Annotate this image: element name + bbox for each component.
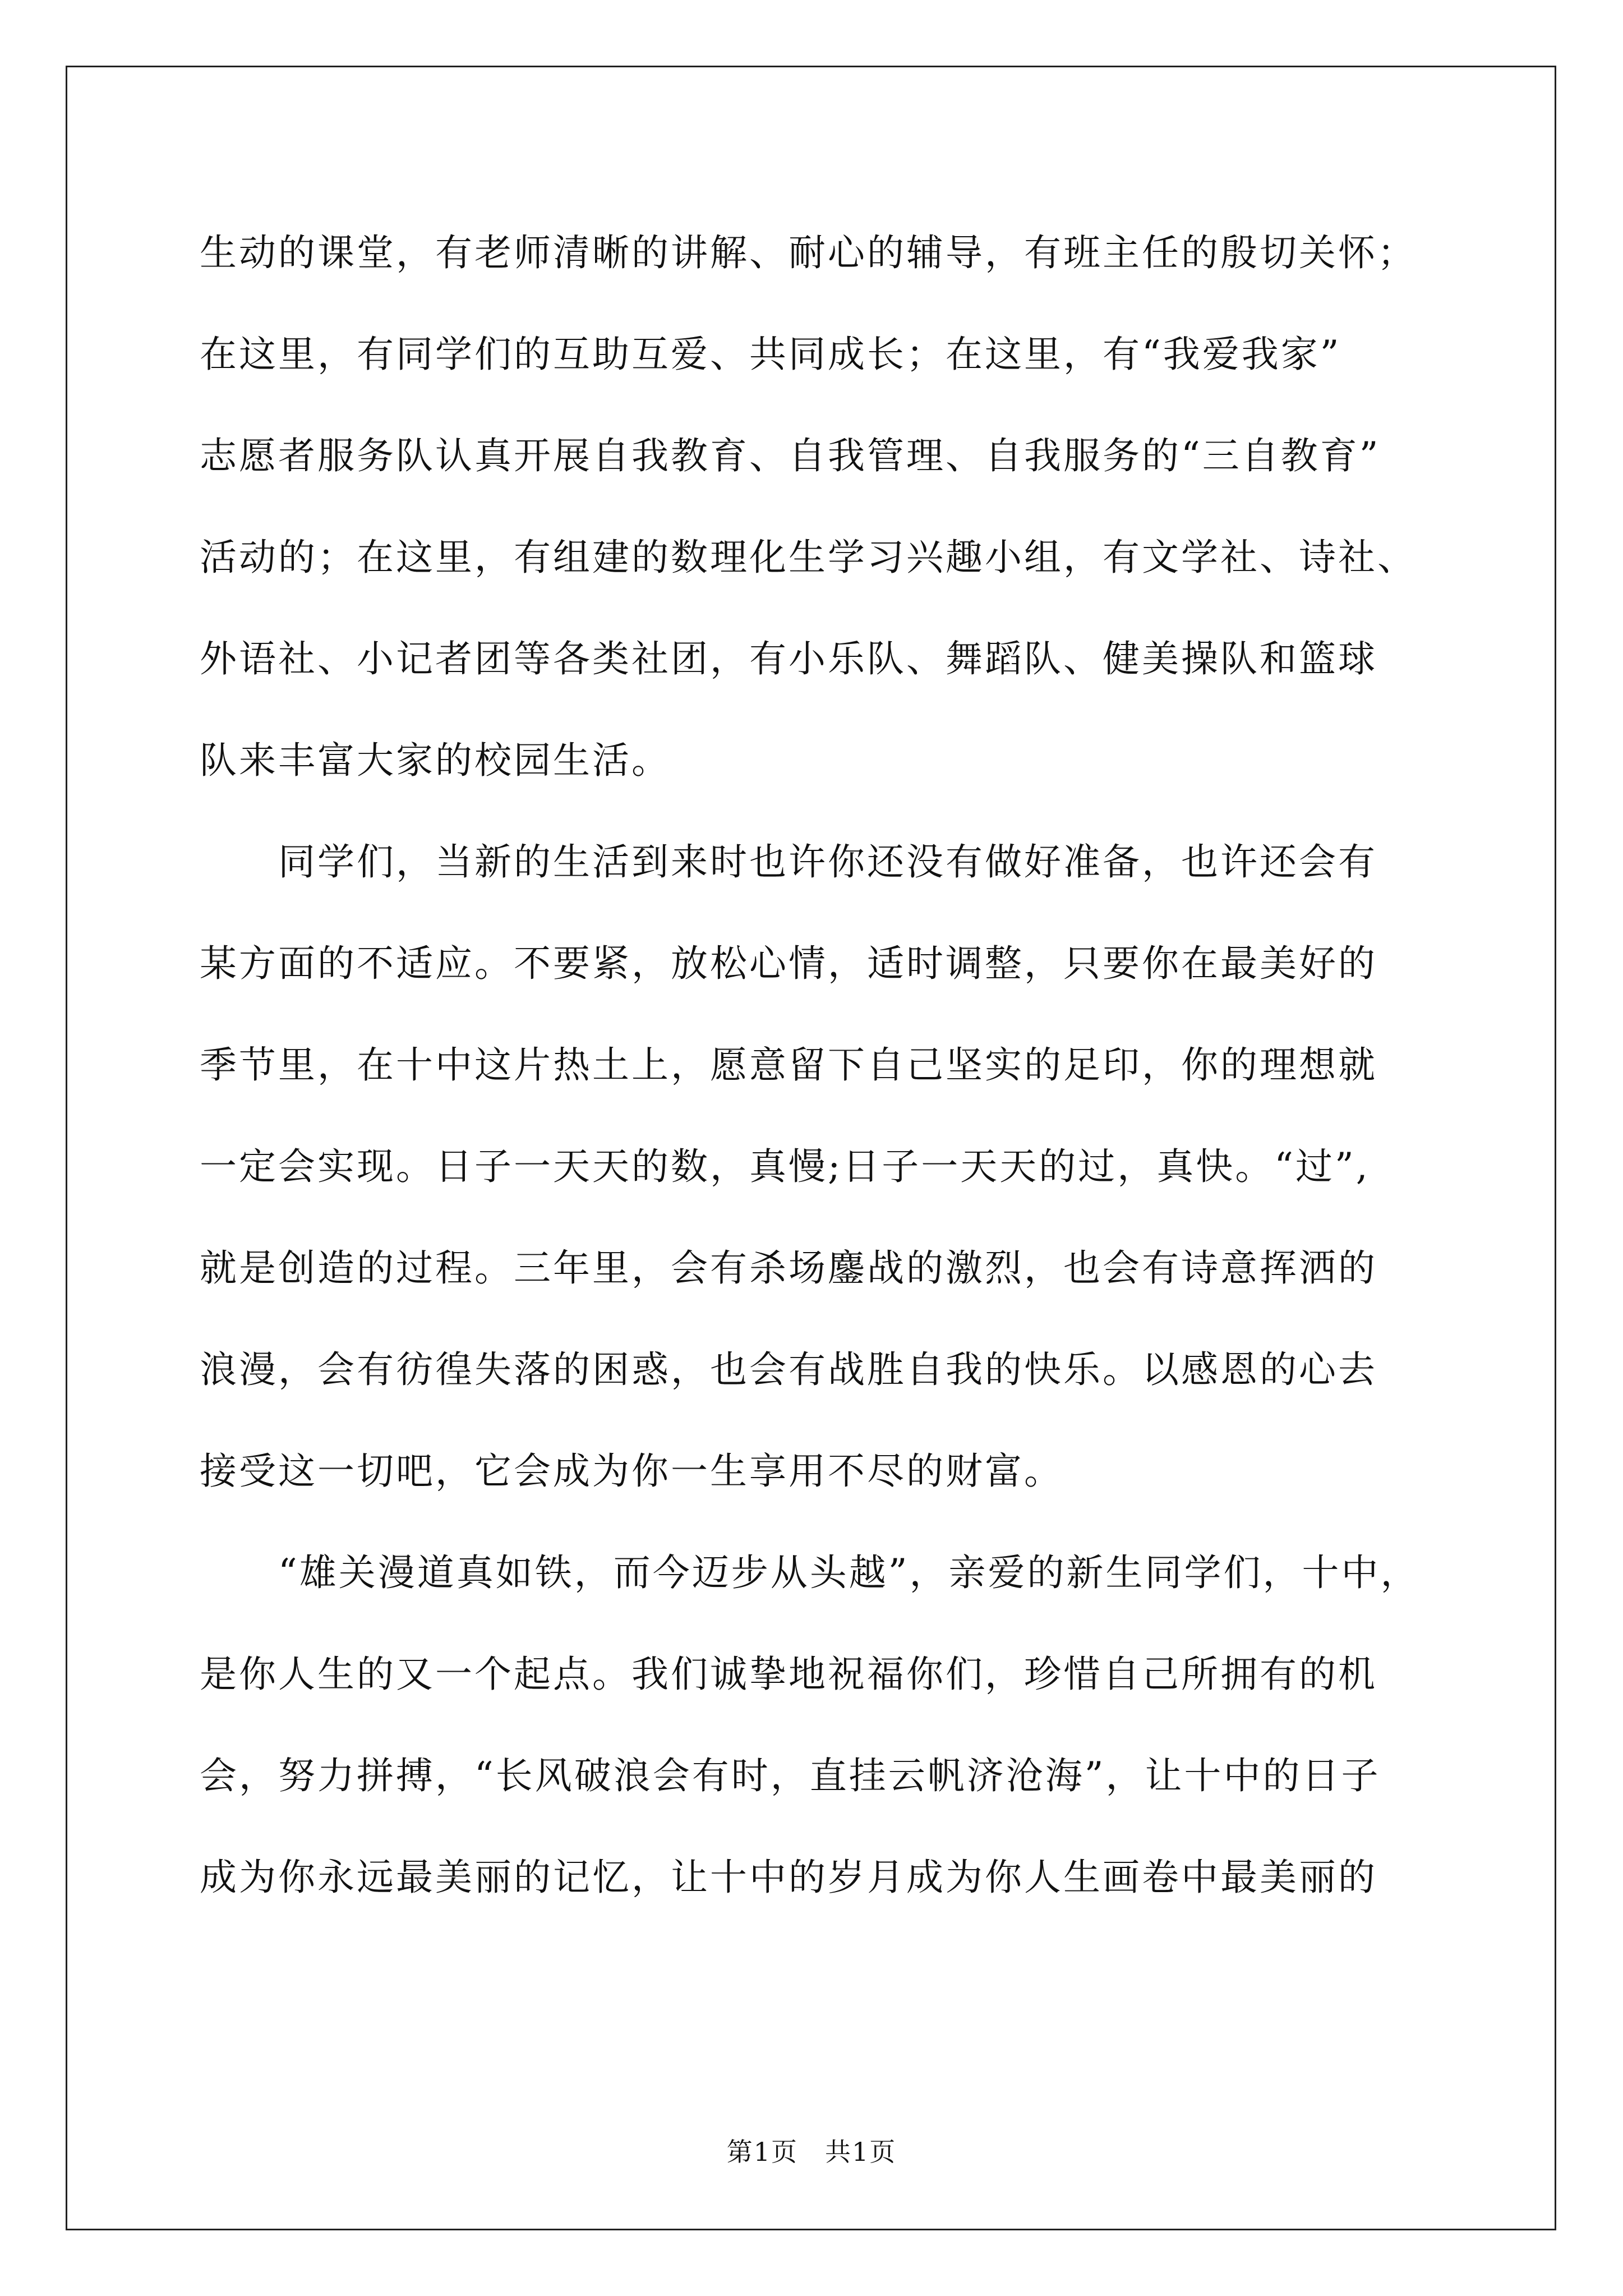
text-line-10: 一定会实现。日子一天天的数，真慢;日子一天天的过，真快。“过”, <box>200 1145 1370 1188</box>
text-line-5: 外语社、小记者团等各类社团，有小乐队、舞蹈队、健美操队和篮球 <box>200 637 1377 680</box>
text-line-11: 就是创造的过程。三年里，会有杀场鏖战的激烈，也会有诗意挥洒的 <box>200 1246 1377 1290</box>
text-line-16: 会，努力拼搏，“长风破浪会有时，直挂云帆济沧海”，让十中的日子 <box>200 1754 1381 1797</box>
document-body <box>200 202 1461 1928</box>
text-line-7: 同学们，当新的生活到来时也许你还没有做好准备，也许还会有 <box>278 840 1377 884</box>
text-line-12: 浪漫，会有彷徨失落的困惑，也会有战胜自我的快乐。以感恩的心去 <box>200 1348 1377 1391</box>
text-line-9: 季节里，在十中这片热土上，愿意留下自己坚实的足印，你的理想就 <box>200 1043 1377 1087</box>
text-line-6: 队来丰富大家的校园生活。 <box>200 739 671 782</box>
text-line-3: 志愿者服务队认真开展自我教育、自我管理、自我服务的“三自教育” <box>200 434 1381 477</box>
text-line-1: 生动的课堂，有老师清晰的讲解、耐心的辅导，有班主任的殷切关怀； <box>200 231 1417 274</box>
text-line-4: 活动的；在这里，有组建的数理化生学习兴趣小组，有文学社、诗社、 <box>200 536 1417 579</box>
page-number-footer: 第1页 共1页 <box>726 2137 897 2167</box>
text-line-2: 在这里，有同学们的互助互爱、共同成长；在这里，有“我爱我家” <box>200 333 1341 376</box>
text-line-13: 接受这一切吧，它会成为你一生享用不尽的财富。 <box>200 1450 1063 1493</box>
text-line-15: 是你人生的又一个起点。我们诚挚地祝福你们，珍惜自己所拥有的机 <box>200 1653 1377 1696</box>
text-line-8: 某方面的不适应。不要紧，放松心情，适时调整，只要你在最美好的 <box>200 942 1377 985</box>
text-line-14: “雄关漫道真如铁，而今迈步从头越”，亲爱的新生同学们，十中， <box>278 1551 1420 1594</box>
text-line-17: 成为你永远最美丽的记忆，让十中的岁月成为你人生画卷中最美丽的 <box>200 1856 1377 1899</box>
